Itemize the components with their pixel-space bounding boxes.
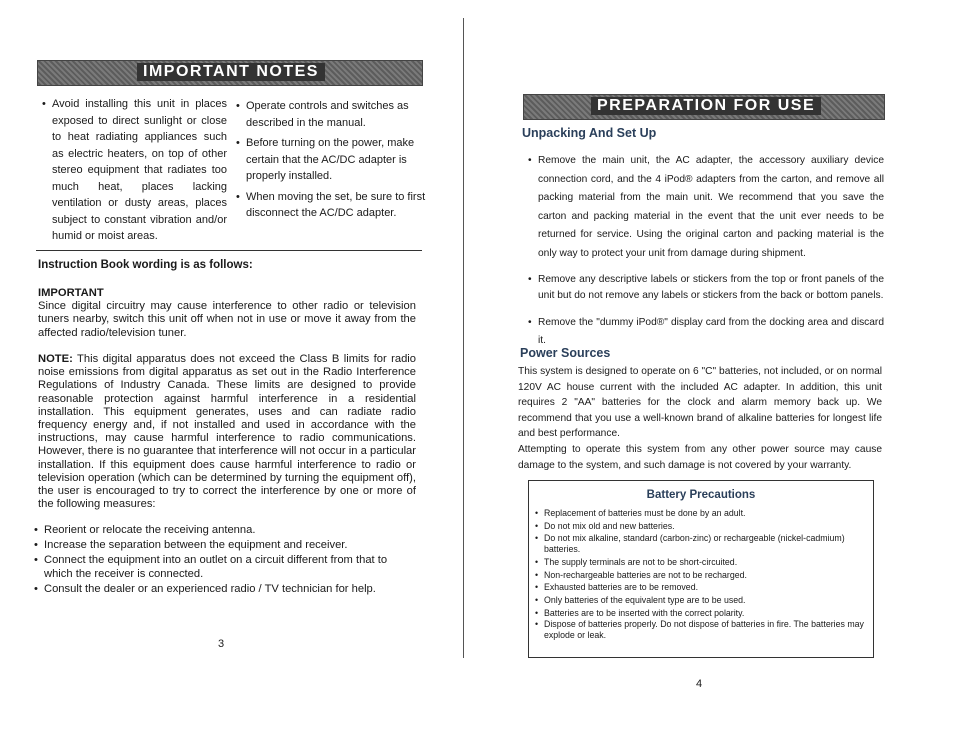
battery-item: • Batteries are to be inserted with the correct polarity. [535, 607, 867, 620]
power-text-2: Attempting to operate this system from any other power source may cause damage to the system, and such damage is not covered by your warranty. [518, 443, 882, 471]
battery-item: • Non-rechargeable batteries are not to be recharged. [535, 569, 867, 582]
power-section [518, 364, 882, 473]
power-text: This system is designed to operate on 6 "C" batteries, not included, or on normal 120V AC house current with the included AC adapter. In addition, this unit requires 2 "AA" batteries for the clock and alarm memory back up. We recommend that you use a well-known brand of alkaline batteries for longest life and best performance. [518, 366, 882, 440]
notes-column-2 [236, 98, 426, 222]
note-item: • When moving the set, be sure to first disconnect the AC/DC adapter. [236, 189, 426, 222]
measures-list [34, 524, 418, 596]
left-page [0, 0, 462, 738]
notes-column-1 [42, 96, 227, 245]
note-label: NOTE: [38, 353, 73, 365]
important-section [38, 287, 416, 340]
unpacking-item: • Remove the main unit, the AC adapter, the accessory auxiliary device connection cord, and the 4 iPod® adapters from the carton, and remove all packing material from the main unit. We recommend that you save the carton and packing material in the event that the unit ever needs to be returned for service. Using the original carton and packing material is the only way to protect your unit from damage during shipment. [528, 152, 884, 264]
important-label: IMPORTANT [38, 287, 104, 299]
measure-item: • Connect the equipment into an outlet on a circuit different from that to which the receiver is connected. [34, 554, 418, 580]
measure-item: • Consult the dealer or an experienced radio / TV technician for help. [34, 583, 418, 596]
power-heading: Power Sources [520, 346, 611, 360]
important-notes-banner [37, 60, 423, 86]
battery-item: • Dispose of batteries properly. Do not dispose of batteries in fire. The batteries may explode or leak. [535, 619, 867, 641]
battery-item: • Exhausted batteries are to be removed. [535, 581, 867, 594]
page-number: 4 [696, 678, 703, 690]
battery-item: • Do not mix alkaline, standard (carbon-zinc) or rechargeable (nickel-cadmium) batteries. [535, 533, 867, 555]
note-text: This digital apparatus does not exceed the Class B limits for radio noise emissions from digital apparatus as set out in the Radio Interference Regulations of Industry Canada. These limits are designed to provide reasonable protection against harmful interference in a residential installation. This equipment generates, uses and can radiate radio frequency energy and, if not installed and used in accordance with the instructions, may cause harmful interference to radio communications. However, there is no guarantee that interference will not occur in a particular installation. If this equipment does cause harmful interference to radio or television operation (which can be determined by turning the equipment off), the user is encouraged to try to correct the interference by one or more of the following measures: [38, 353, 416, 511]
battery-item: • Do not mix old and new batteries. [535, 520, 867, 533]
banner-title: IMPORTANT NOTES [137, 63, 325, 81]
unpacking-list [528, 152, 884, 351]
note-item: • Before turning on the power, make certain that the AC/DC adapter is properly installed. [236, 135, 426, 185]
page-number: 3 [218, 638, 225, 650]
wording-heading: Instruction Book wording is as follows: [38, 259, 253, 271]
unpacking-item: • Remove the "dummy iPod®" display card from the docking area and discard it. [528, 314, 884, 351]
important-text: Since digital circuitry may cause interference to other radio or television tuners nearby, switch this unit off when not in use or move it away from the affected radio/television tuner. [38, 300, 416, 339]
battery-item: • Only batteries of the equivalent type are to be used. [535, 594, 867, 607]
page-gutter [463, 18, 464, 658]
banner-title: PREPARATION FOR USE [591, 97, 821, 115]
right-page [470, 0, 954, 738]
unpacking-item: • Remove any descriptive labels or stickers from the top or front panels of the unit but do not remove any labels or stickers from the back or bottom panels. [528, 272, 884, 304]
battery-item: • The supply terminals are not to be short-circuited. [535, 556, 867, 569]
battery-heading: Battery Precautions [646, 489, 756, 501]
note-item: • Avoid installing this unit in places exposed to direct sunlight or close to heat radiating appliances such as electric heaters, on top of other stereo equipment that radiates too much heat, places lacking ventilation or dusty areas, places subject to constant vibration and/or humid or moist areas. [42, 96, 227, 245]
preparation-banner [523, 94, 885, 120]
battery-precautions-box [528, 480, 874, 658]
section-divider [36, 250, 422, 251]
note-section [38, 353, 416, 511]
battery-item: • Replacement of batteries must be done by an adult. [535, 507, 867, 520]
measure-item: • Reorient or relocate the receiving antenna. [34, 524, 418, 537]
battery-list [535, 507, 867, 641]
measure-item: • Increase the separation between the equipment and receiver. [34, 539, 418, 552]
note-item: • Operate controls and switches as described in the manual. [236, 98, 426, 131]
unpacking-heading: Unpacking And Set Up [522, 126, 657, 140]
